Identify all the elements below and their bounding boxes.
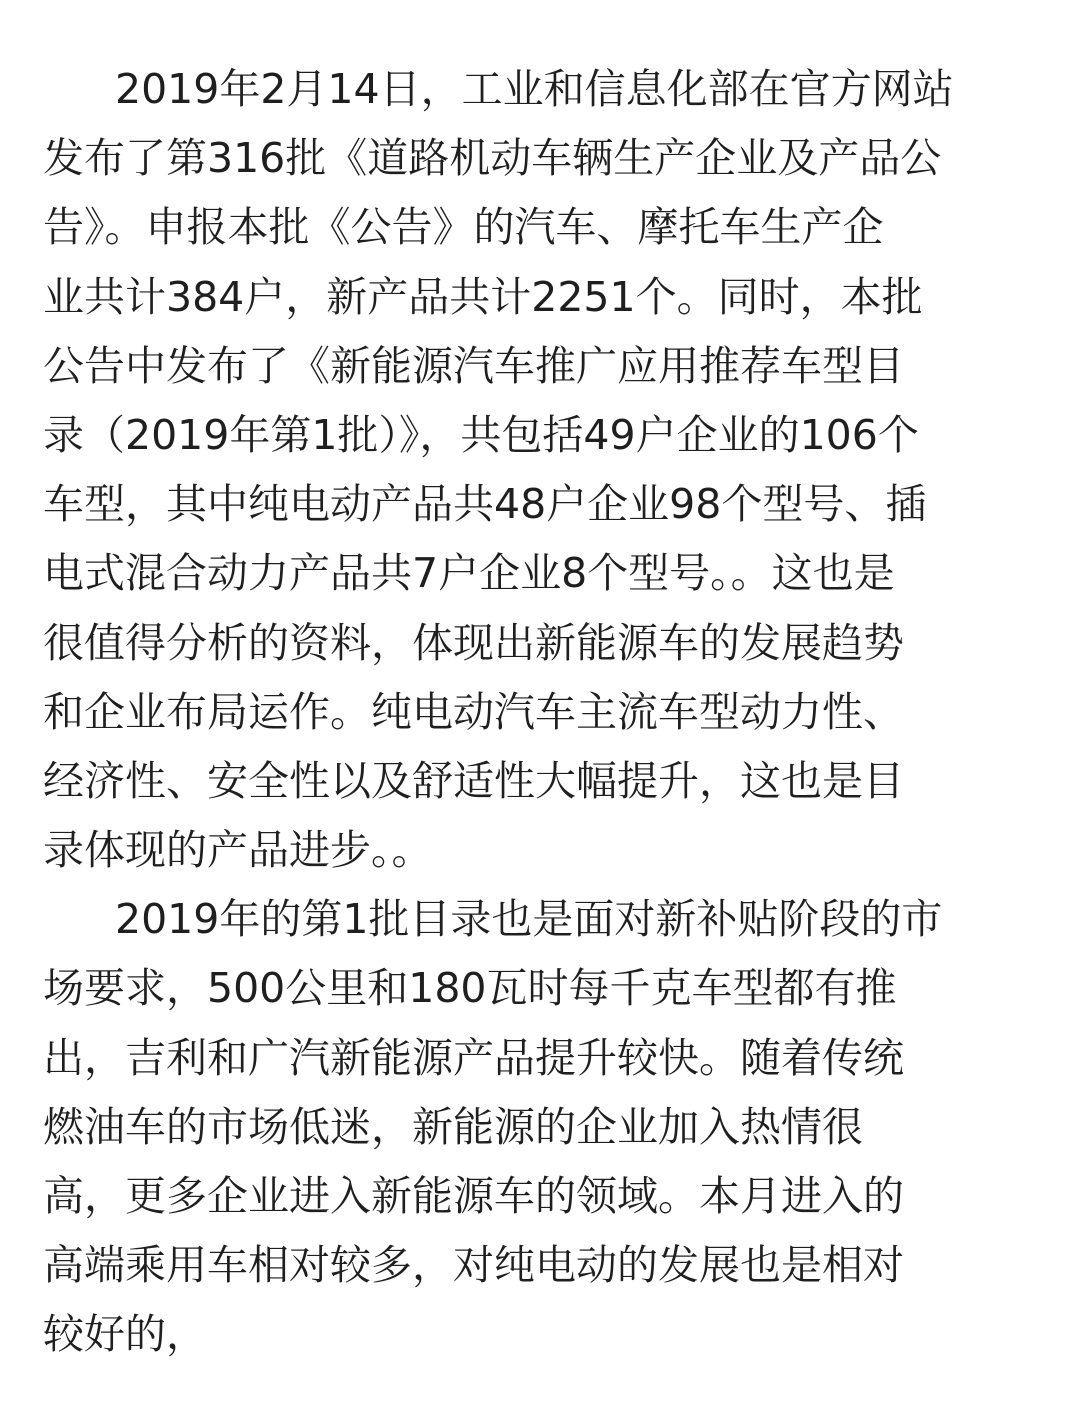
text-line: 较好的， [43,1310,207,1359]
text-line: 录体现的产品进步。。 [43,826,433,875]
text-line: 2019年2月14日，工业和信息化部在官方网站 [115,65,954,113]
text-line: 车型，其中纯电动产品共48户企业98个型号、插 [43,480,927,529]
text-line: 发布了第316批《道路机动车辆生产企业及产品公 [43,134,942,183]
article-body [43,55,1037,1370]
text-line: 2019年的第1批目录也是面对新补贴阶段的市 [115,895,943,944]
text-line: 高，更多企业进入新能源车的领域。本月进入的 [43,1172,904,1220]
text-line: 告》。申报本批《公告》的汽车、摩托车生产企 [43,203,884,252]
text-line: 出，吉利和广汽新能源产品提升较快。随着传统 [43,1033,904,1082]
text-line: 公告中发布了《新能源汽车推广应用推荐车型目 [43,341,904,390]
text-line: 经济性、安全性以及舒适性大幅提升，这也是目 [43,756,904,805]
text-line: 业共计384户，新产品共计2251个。同时，本批 [43,272,923,321]
text-line: 录（2019年第1批）》，共包括49户企业的106个 [43,410,919,459]
paragraph-2 [43,885,1037,1369]
text-line: 很值得分析的资料，体现出新能源车的发展趋势 [43,618,904,667]
text-line: 电式混合动力产品共7户企业8个型号。。这也是 [43,549,895,598]
text-line: 和企业布局运作。纯电动汽车主流车型动力性、 [43,687,904,736]
paragraph-1 [43,55,1037,885]
text-line: 场要求，500公里和180瓦时每千克车型都有推 [43,964,897,1013]
text-line: 燃油车的市场低迷，新能源的企业加入热情很 [43,1102,863,1151]
text-line: 高端乘用车相对较多，对纯电动的发展也是相对 [43,1241,904,1290]
